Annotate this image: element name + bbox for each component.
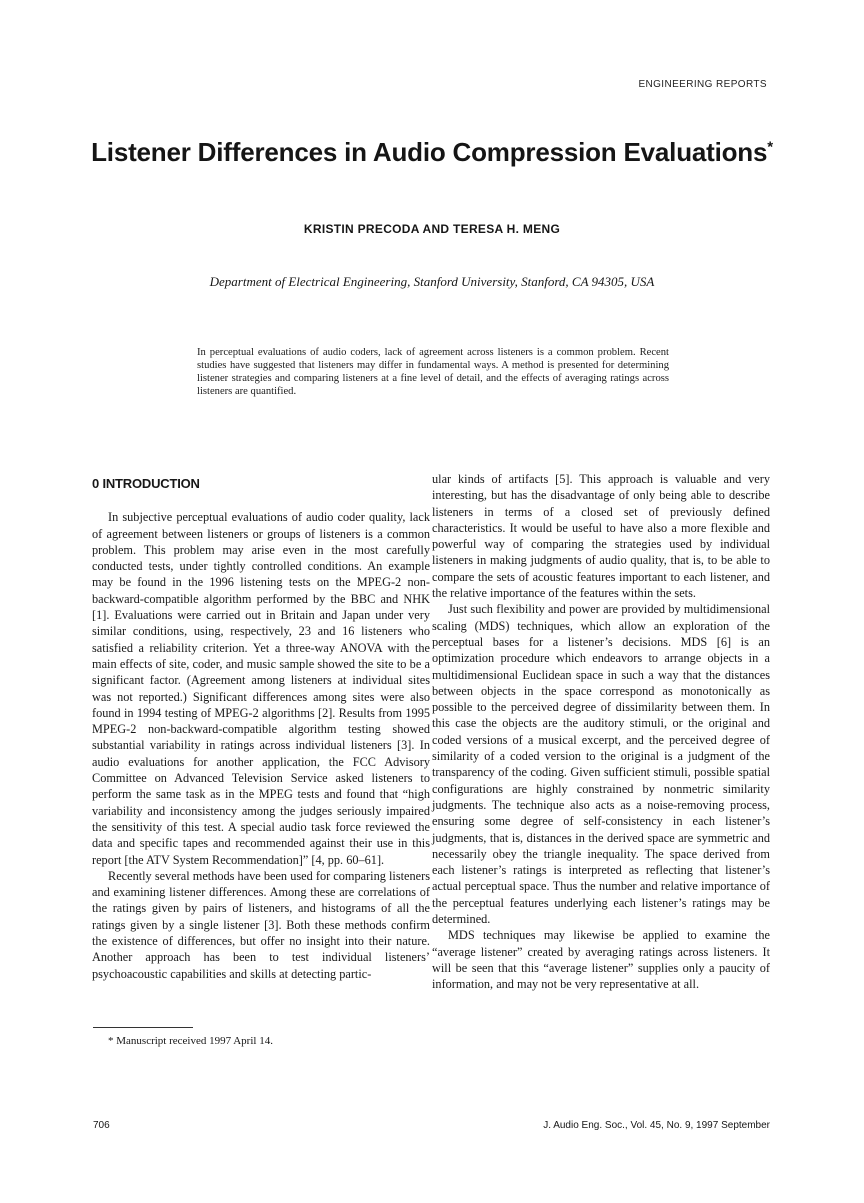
abstract: In perceptual evaluations of audio coders, lack of agreement across listeners is a common problem. Recent studies have suggested that listeners may differ in fundamental ways. A method is presented for determining listener strategies and comparing listeners at a fine level of detail, and the effects of averaging ratings across listeners are quantified. — [197, 347, 669, 397]
title-footnote-marker: * — [767, 138, 773, 156]
footnote: * Manuscript received 1997 April 14. — [108, 1035, 273, 1047]
paragraph: Recently several methods have been used for comparing listeners and examining listener differences. Among these are correlations of the ratings given by pairs of listeners, and histograms of all the ratings given by a single listener [3]. Both these methods confirm the existence of differences, but offer no insight into their nature. Another approach has been to test individual listeners’ psychoacoustic capabilities and skills at detecting partic- — [92, 868, 430, 981]
paragraph: MDS techniques may likewise be applied to examine the “average listener” created by averaging ratings across listeners. It will be seen that this “average listener” supplies only a paucity of information, and may not be very representative at all. — [432, 928, 770, 992]
paragraph: ular kinds of artifacts [5]. This approach is valuable and very interesting, but has the disadvantage of only being able to describe listeners in terms of a closed set of previously defined characteristics. It would be useful to have also a more flexible and powerful way of comparing the strategies used by individual listeners in making judgments of audio quality, that is, to be able to compare the sets of acoustic features important to each listener, and the relative importance of the features within the sets. — [432, 472, 770, 601]
footnote-divider — [93, 1027, 193, 1028]
journal-citation: J. Audio Eng. Soc., Vol. 45, No. 9, 1997 September — [543, 1120, 770, 1131]
title-text: Listener Differences in Audio Compression Evaluations — [91, 137, 768, 167]
right-column — [432, 471, 770, 993]
paper-title — [0, 137, 864, 168]
author-list: KRISTIN PRECODA AND TERESA H. MENG — [303, 222, 561, 236]
section-heading: 0 INTRODUCTION — [92, 476, 200, 491]
page-number: 706 — [93, 1120, 110, 1131]
affiliation: Department of Electrical Engineering, Stanford University, Stanford, CA 94305, USA — [209, 274, 655, 289]
paragraph: Just such flexibility and power are provided by multidimensional scaling (MDS) techniques, which allow an exploration of the perceptual bases for a listener’s decisions. MDS [6] is an optimization procedure which endeavors to arrange objects in a multidimensional Euclidean space in such a way that the distances between objects in the space correspond as monotonically as possible to the perceived degree of dissimilarity between them. In this case the objects are the auditory stimuli, or the original and coded versions of a musical excerpt, and the perceived degree of similarity of a coded version to the original is a judgment of the transparency of the coding. Given sufficient stimuli, possible spatial configurations are highly constrained by nonmetric similarity judgments. The technique also acts as a noise-removing process, ensuring some degree of self-consistency in each listener’s judgments, that is, distances in the derived space are symmetric and necessarily obey the triangle inequality. The space derived from each listener’s ratings is interpreted as reflecting that listener’s actual perceptual space. Thus the number and relative importance of the perceptual features underlying each listener’s ratings may be determined. — [432, 602, 770, 927]
left-column — [92, 476, 430, 982]
running-header: ENGINEERING REPORTS — [638, 79, 767, 90]
paragraph: In subjective perceptual evaluations of audio coder quality, lack of agreement between listeners or groups of listeners is a common problem. This problem may arise even in the most carefully conducted tests, under tightly controlled conditions. An example may be found in the 1996 listening tests on the MPEG-2 non-backward-compatible algorithm performed by the BBC and NHK [1]. Evaluations were carried out in Britain and Japan under very similar conditions, using, respectively, 23 and 16 listeners who satisfied a reliability criterion. Yet a three-way ANOVA with the main effects of site, coder, and music sample showed the site to be a significant factor. (Agreement among listeners at individual sites was not reported.) Significant differences among sites were also found in 1994 testing of MPEG-2 algorithms [2]. Results from 1995 MPEG-2 non-backward-compatible algorithm testing showed substantial variability in ratings across individual listeners [3]. In audio evaluations for another application, the FCC Advisory Committee on Advanced Television Service asked listeners to perform the same task as in the MPEG tests and found that “high variability and inconsistency among the judges seriously impaired the sensitivity of this test. A special audio task force reviewed the data and specific tapes and recommended against their use in this report [the ATV System Recommendation]” [4, pp. 60–61]. — [92, 510, 430, 867]
